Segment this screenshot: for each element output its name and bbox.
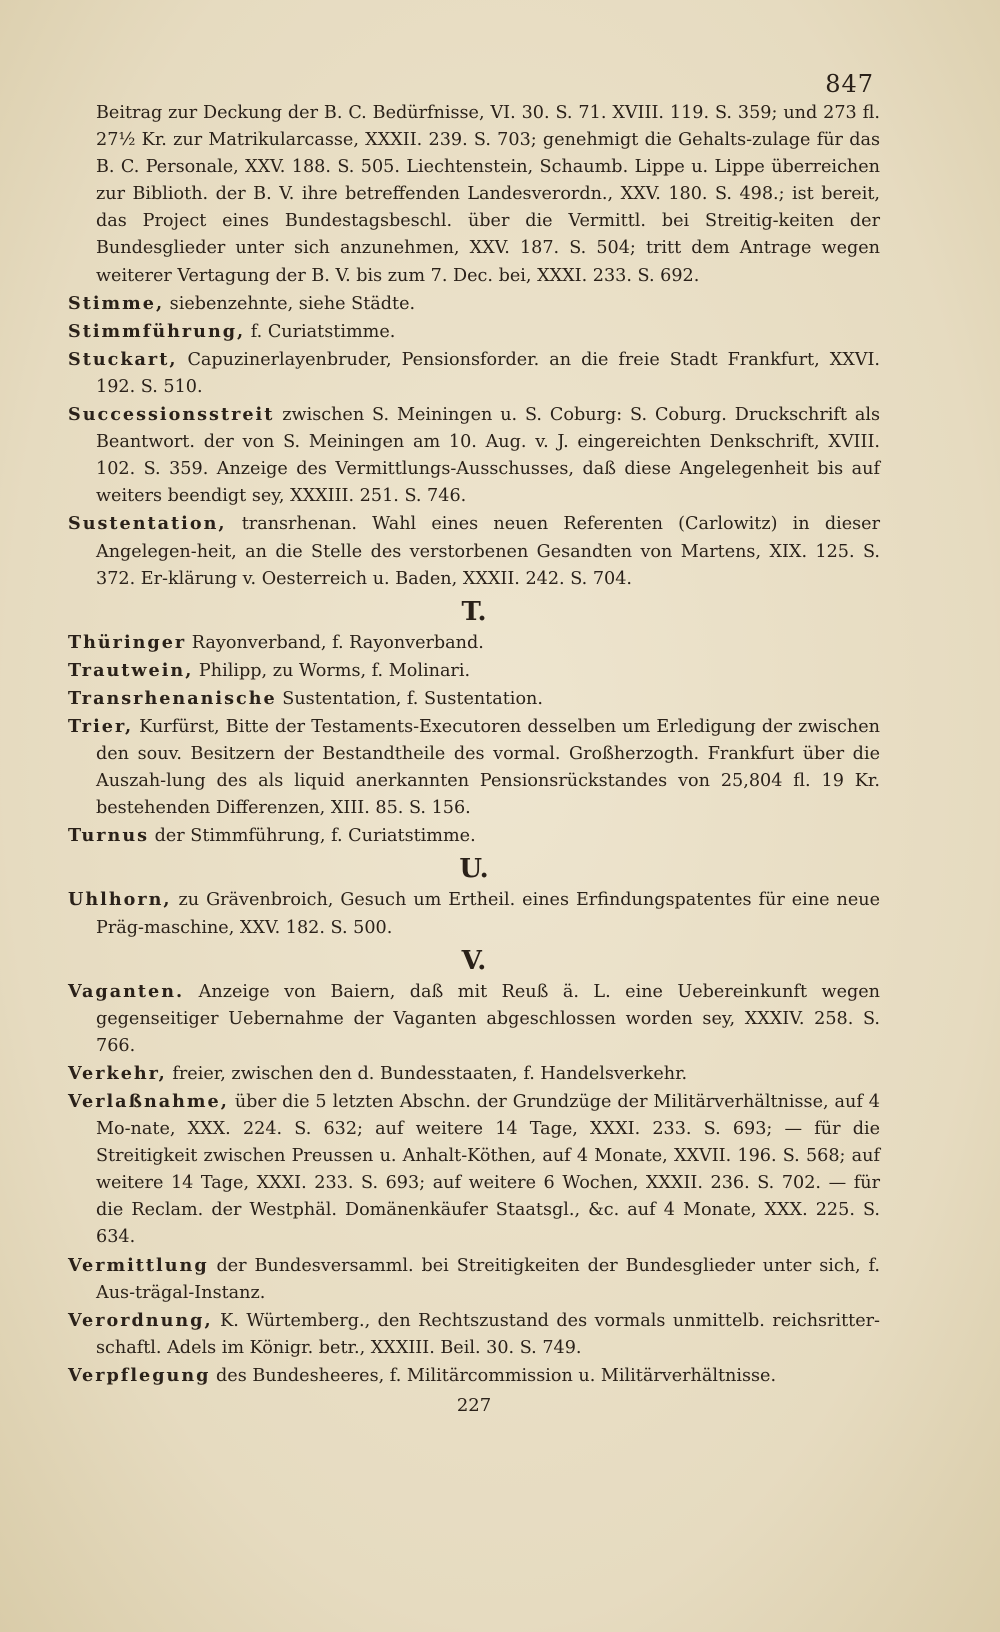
index-entry [68, 346, 880, 401]
entry-headword: Vaganten. [68, 980, 185, 1002]
entry-headword: Turnus [68, 825, 150, 847]
section-letter-v: V. [461, 945, 487, 976]
entry-text: des Bundesheeres, f. Militärcommission u. Militärverhältnisse. [210, 1365, 777, 1386]
entry-text: zwischen S. Meiningen u. S. Coburg: S. Coburg. Druckschrift als Beantwort. der von S. Meiningen am 10. Aug. v. J. eingereichten Denkschrift, XVIII. 102. S. 359. Anzeige des Vermittlungs-Ausschusses, daß diese Angelegenheit bis auf weiters beendigt sey, XXXIII. 251. S. 746. [96, 405, 880, 507]
index-entry [68, 713, 880, 822]
index-entry [68, 290, 880, 318]
entries-top [68, 100, 880, 593]
entry-headword: Vermittlung [68, 1254, 209, 1276]
entry-headword: Thüringer [68, 631, 187, 653]
index-content [68, 100, 880, 1419]
index-entry [68, 510, 880, 592]
entry-text: Capuzinerlayenbruder, Pensionsforder. an die freie Stadt Frankfurt, XXVI. 192. S. 510. [96, 349, 880, 397]
entry-headword: Stimmführung, [68, 320, 246, 342]
section-letter-u: U. [459, 854, 489, 885]
entry-headword: Sustentation, [68, 513, 227, 535]
entry-text: Sustentation, f. Sustentation. [276, 688, 543, 709]
entry-text: freier, zwischen den d. Bundesstaaten, f. Handelsverkehr. [166, 1063, 688, 1084]
entry-headword: Trier, [68, 715, 134, 737]
entry-text: f. Curiatstimme. [245, 321, 396, 342]
entry-headword: Successionsstreit [68, 404, 275, 426]
entry-headword: Verkehr, [68, 1062, 167, 1084]
entry-text: Beitrag zur Deckung der B. C. Bedürfnisse, VI. 30. S. 71. XVIII. 119. S. 359; und 273 fl. 27½ Kr. zur Matrikularcasse, XXXII. 239. S. 703; genehmigt die Gehalts-zulage für das B. C. Personale, XXV. 188. S. 505. Liechtenstein, Schaumb. Lippe u. Lippe überreichen zur Biblioth. der B. V. ihre betreffenden Landesverordn., XXV. 180. S. 498.; ist bereit, das Project eines Bundestagsbeschl. über die Vermittl. bei Streitig-keiten der Bundesglieder unter sich anzunehmen, XXV. 187. S. 504; tritt dem Antrage wegen weiterer Vertagung der B. V. bis zum 7. Dec. bei, XXXI. 233. S. 692. [96, 103, 880, 286]
entry-headword: Verpflegung [68, 1364, 211, 1386]
section-letter-t: T. [461, 596, 487, 627]
entry-text: siebenzehnte, siehe Städte. [164, 293, 416, 314]
entry-headword: Verlaßnahme, [68, 1091, 229, 1112]
signature-number: 227 [456, 1395, 492, 1417]
index-entry [68, 629, 880, 657]
entry-headword: Stuckart, [68, 348, 178, 370]
entry-text: transrhenan. Wahl eines neuen Referenten (Carlowitz) in dieser Angelegen-heit, an die Stelle des verstorbenen Gesandten von Martens, XIX. 125. S. 372. Er-klärung v. Oesterreich u. Baden, XXXII. 242. S. 704. [96, 514, 880, 589]
entry-headword: Verordnung, [68, 1309, 213, 1331]
index-entry [68, 822, 880, 850]
index-entry [68, 886, 880, 941]
index-entry [68, 1252, 880, 1307]
index-entry [68, 401, 880, 510]
entry-text: Kurfürst, Bitte der Testaments-Executoren desselben um Erledigung der zwischen den souv. Besitzern der Bestandtheile des vormal. Großherzogth. Frankfurt über die Auszah-lung des als liquid anerkannten Pensionsrückstandes von 25,804 fl. 19 Kr. bestehenden Differenzen, XIII. 85. S. 156. [96, 716, 880, 819]
entry-text: der Stimmführung, f. Curiatstimme. [149, 826, 476, 847]
entry-headword: Transrhenanische [68, 687, 277, 709]
entry-text: der Bundesversamml. bei Streitigkeiten der Bundesglieder unter sich, f. Aus-trägal-Instanz. [96, 1255, 880, 1303]
entry-headword: Uhlhorn, [68, 889, 172, 911]
index-entry [68, 657, 880, 685]
entry-text: Anzeige von Baiern, daß mit Reuß ä. L. eine Uebereinkunft wegen gegenseitiger Uebernahme der Vaganten abgeschlossen worden sey, XXXIV. 258. S. 766. [96, 981, 880, 1056]
index-entry [68, 685, 880, 713]
entries-u [68, 886, 880, 941]
entry-text: K. Würtemberg., den Rechtszustand des vormals unmittelb. reichsritter-schaftl. Adels im Königr. betr., XXXIII. Beil. 30. S. 749. [96, 1310, 880, 1358]
entry-text: Rayonverband, f. Rayonverband. [186, 632, 484, 653]
entries-v [68, 978, 880, 1390]
entry-headword: Stimme, [68, 292, 165, 314]
index-entry [68, 318, 880, 346]
index-entry [68, 978, 880, 1060]
entry-text: über die 5 letzten Abschn. der Grundzüge der Militärverhältnisse, auf 4 Mo-nate, XXX. 224. S. 632; auf weitere 14 Tage, XXXI. 233. S. 693; — für die Streitigkeit zwischen Preussen u. Anhalt-Köthen, auf 4 Monate, XXVII. 196. S. 568; auf weitere 14 Tage, XXXI. 233. S. 693; auf weitere 6 Wochen, XXXII. 236. S. 702. — für die Reclam. der Westphäl. Domänenkäufer Staatsgl., &c. auf 4 Monate, XXX. 225. S. 634. [96, 1092, 880, 1248]
entry-text: zu Grävenbroich, Gesuch um Ertheil. eines Erfindungspatentes für eine neue Präg-maschine, XXV. 182. S. 500. [96, 890, 880, 938]
index-entry [68, 1307, 880, 1362]
entry-headword: Trautwein, [68, 659, 194, 681]
index-entry [68, 100, 880, 290]
index-entry [68, 1088, 880, 1252]
page-number: 847 [825, 70, 874, 98]
entries-t [68, 629, 880, 851]
index-entry [68, 1060, 880, 1088]
entry-text: Philipp, zu Worms, f. Molinari. [193, 660, 471, 681]
index-entry [68, 1362, 880, 1390]
